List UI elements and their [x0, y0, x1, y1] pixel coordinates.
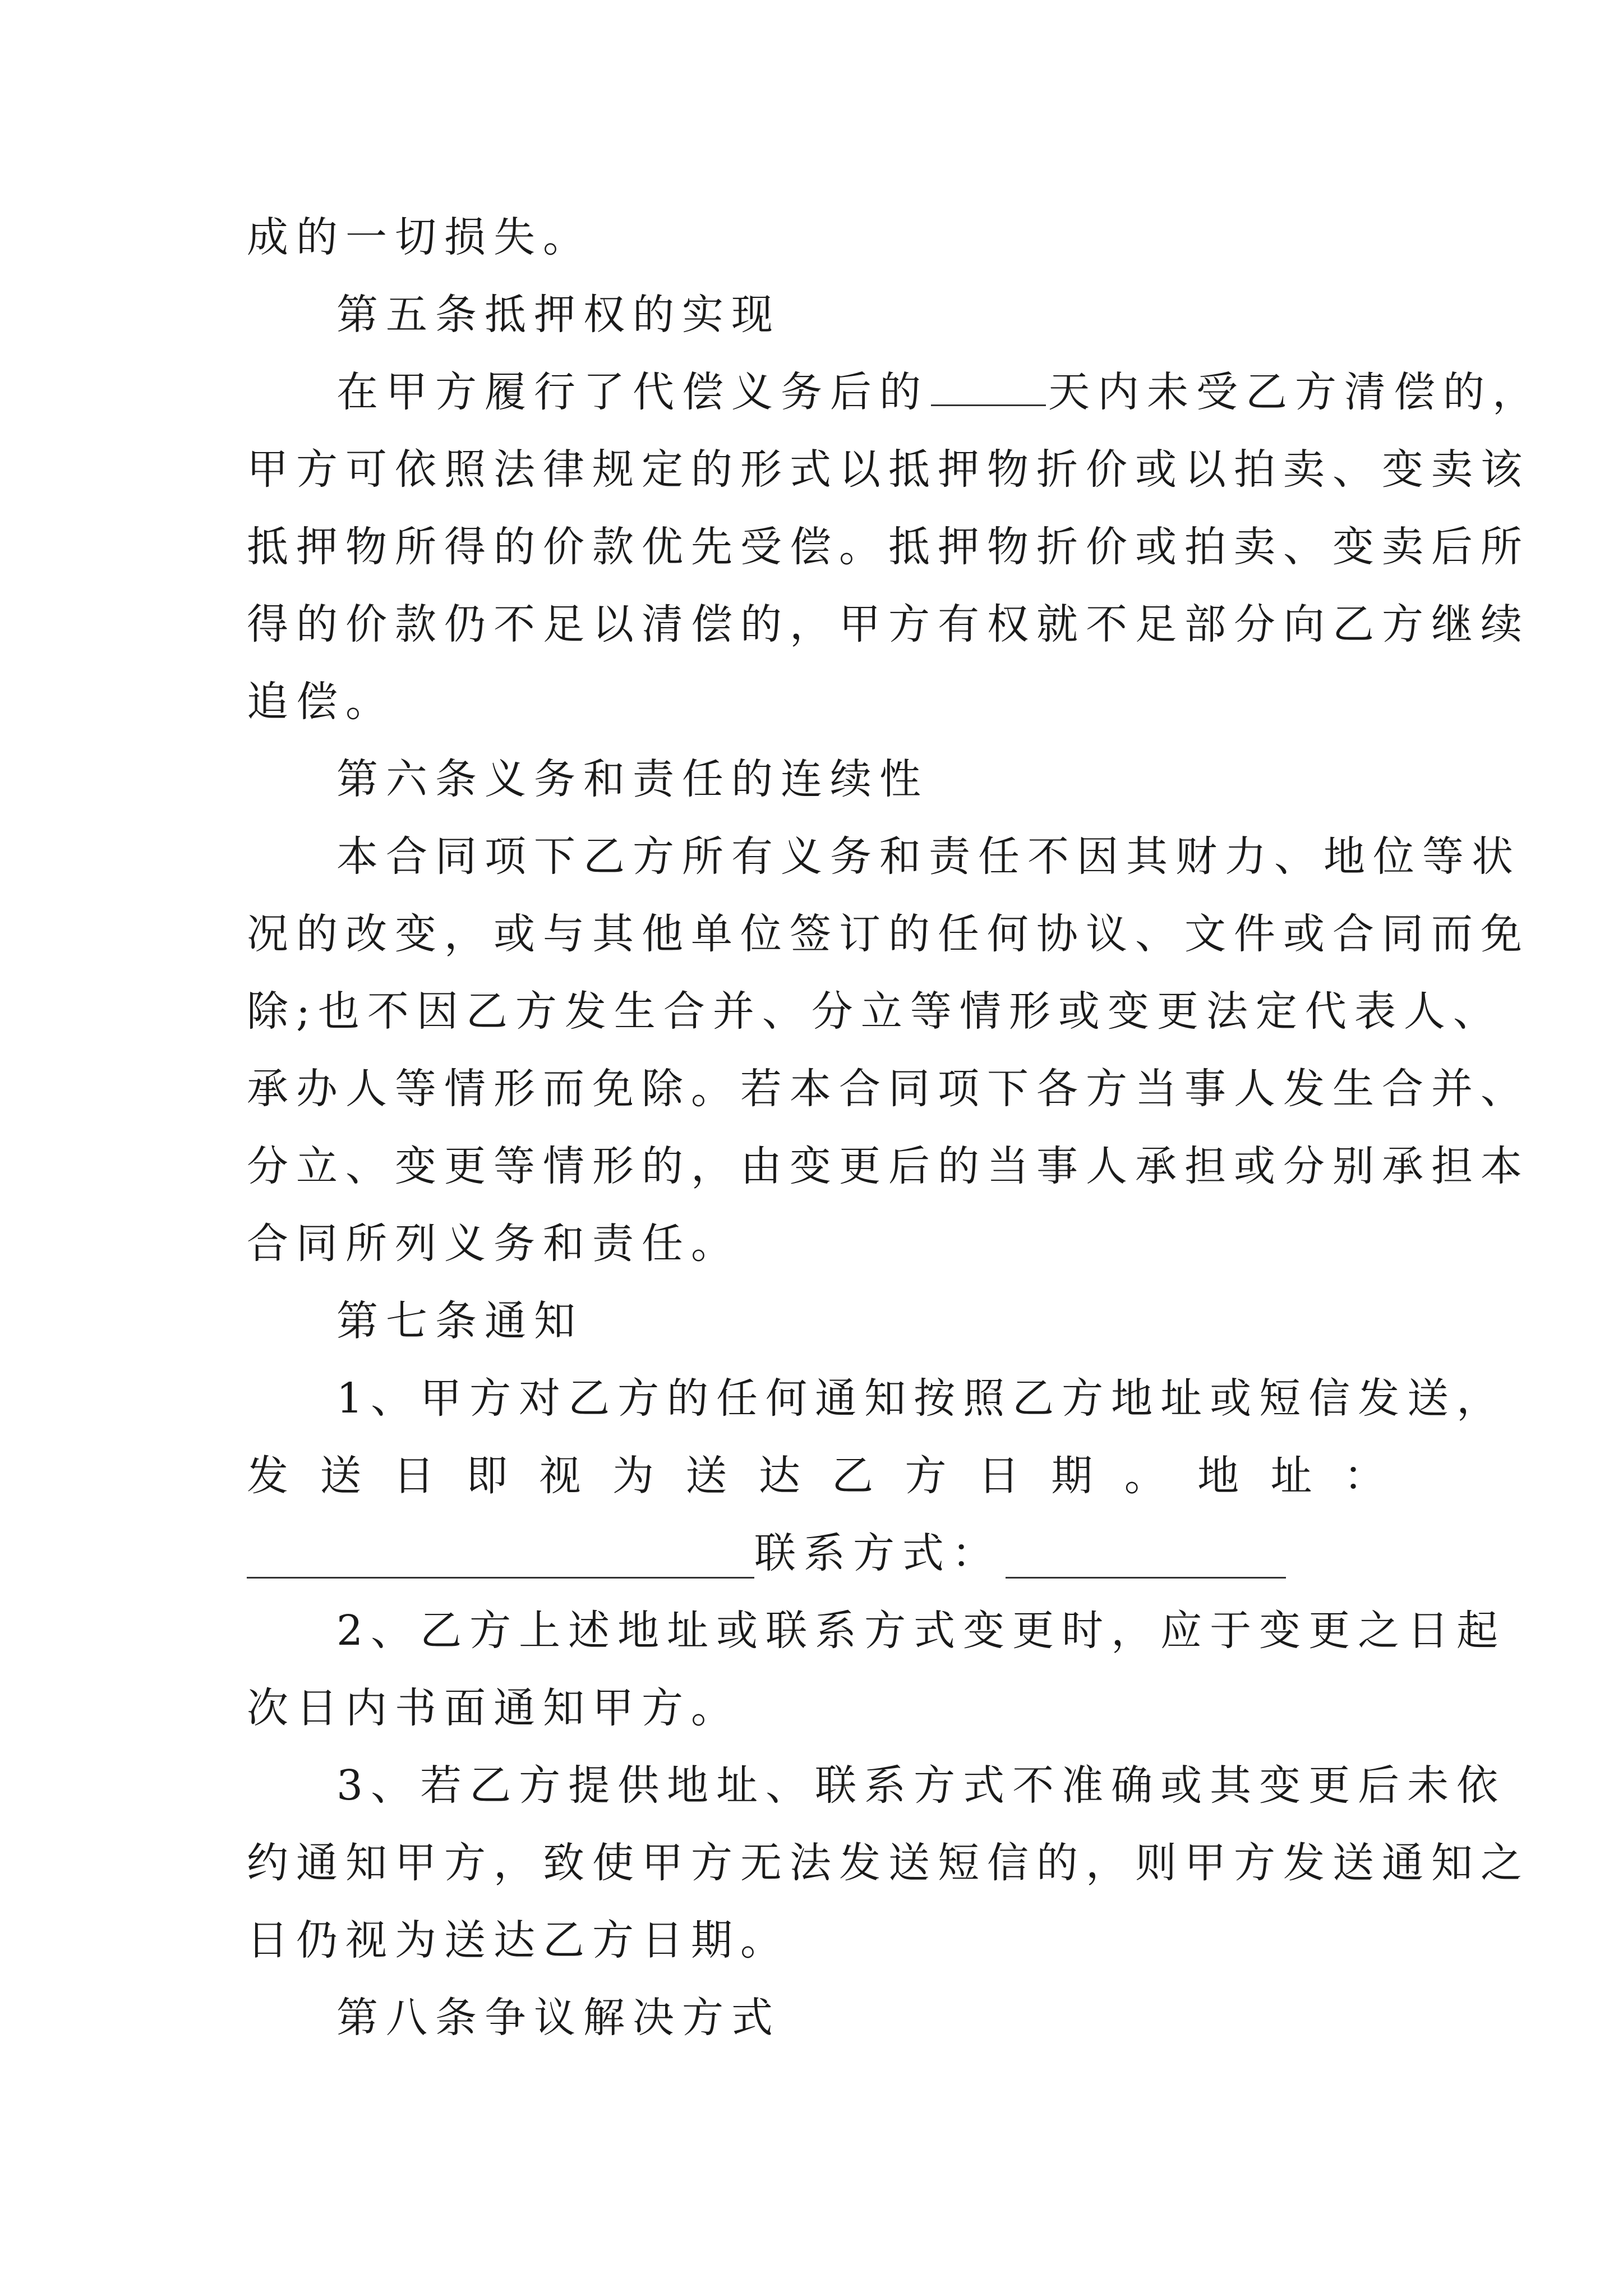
paragraph-line: 次日内书面通知甲方。 [247, 1684, 740, 1732]
address-blank [247, 1542, 754, 1579]
char: 即 [466, 1452, 508, 1500]
char: 发 [247, 1452, 288, 1500]
paragraph-line: 日仍视为送达乙方日期。 [247, 1916, 790, 1964]
char: 期 [1051, 1452, 1093, 1500]
paragraph-line: 除;也不因乙方发生合并、分立等情形或变更法定代表人、 [247, 987, 1502, 1036]
section-heading-6: 第六条义务和责任的连续性 [336, 755, 929, 803]
paragraph-line: 约通知甲方，致使甲方无法发送短信的，则甲方发送通知之 [247, 1839, 1530, 1887]
char: 为 [612, 1452, 654, 1500]
section-heading-5: 第五条抵押权的实现 [336, 291, 781, 339]
paragraph-line: 甲方可依照法律规定的形式以抵押物折价或以拍卖、变卖该 [247, 445, 1530, 494]
paragraph-line [336, 367, 1542, 417]
paragraph-text: 天内未受乙方清偿的， [1048, 368, 1542, 416]
paragraph-line: 合同所列义务和责任。 [247, 1220, 740, 1268]
contact-label: 联系方式： [754, 1529, 1001, 1577]
days-blank [931, 370, 1046, 406]
paragraph-line: 况的改变，或与其他单位签订的任何协议、文件或合同而免 [247, 910, 1530, 958]
paragraph-line: 2、乙方上述地址或联系方式变更时，应于变更之日起 [336, 1607, 1506, 1655]
paragraph-line: 分立、变更等情形的，由变更后的当事人承担或分别承担本 [247, 1142, 1530, 1190]
paragraph-line: 追偿。 [247, 678, 395, 726]
char: 日 [978, 1452, 1020, 1500]
paragraph-line: 本合同项下乙方所有义务和责任不因其财力、地位等状 [336, 832, 1521, 881]
char: 送 [320, 1452, 362, 1500]
paragraph-text: 在甲方履行了代偿义务后的 [336, 368, 929, 416]
contact-line [247, 1528, 1385, 1579]
char: 址 [1270, 1452, 1312, 1500]
char: 日 [393, 1452, 435, 1500]
text-line: 成的一切损失。 [247, 213, 592, 261]
paragraph-line: 承办人等情形而免除。若本合同项下各方当事人发生合并、 [247, 1065, 1530, 1113]
char: 达 [758, 1452, 800, 1500]
contact-blank [1006, 1542, 1286, 1579]
char: 送 [685, 1452, 727, 1500]
paragraph-line: 1、甲方对乙方的任何通知按照乙方地址或短信发送， [336, 1374, 1506, 1423]
paragraph-line: 抵押物所得的价款优先受偿。抵押物折价或拍卖、变卖后所 [247, 523, 1530, 571]
char: 方 [905, 1452, 947, 1500]
justified-line [247, 1451, 1385, 1501]
char: 。 [1124, 1452, 1166, 1500]
char: 乙 [832, 1452, 874, 1500]
char: ： [1343, 1452, 1385, 1500]
paragraph-line: 得的价款仍不足以清偿的，甲方有权就不足部分向乙方继续 [247, 600, 1530, 648]
char: 视 [539, 1452, 581, 1500]
section-heading-7: 第七条通知 [336, 1297, 583, 1345]
paragraph-line: 3、若乙方提供地址、联系方式不准确或其变更后未依 [336, 1761, 1506, 1810]
section-heading-8: 第八条争议解决方式 [336, 1994, 781, 2042]
char: 地 [1197, 1452, 1239, 1500]
